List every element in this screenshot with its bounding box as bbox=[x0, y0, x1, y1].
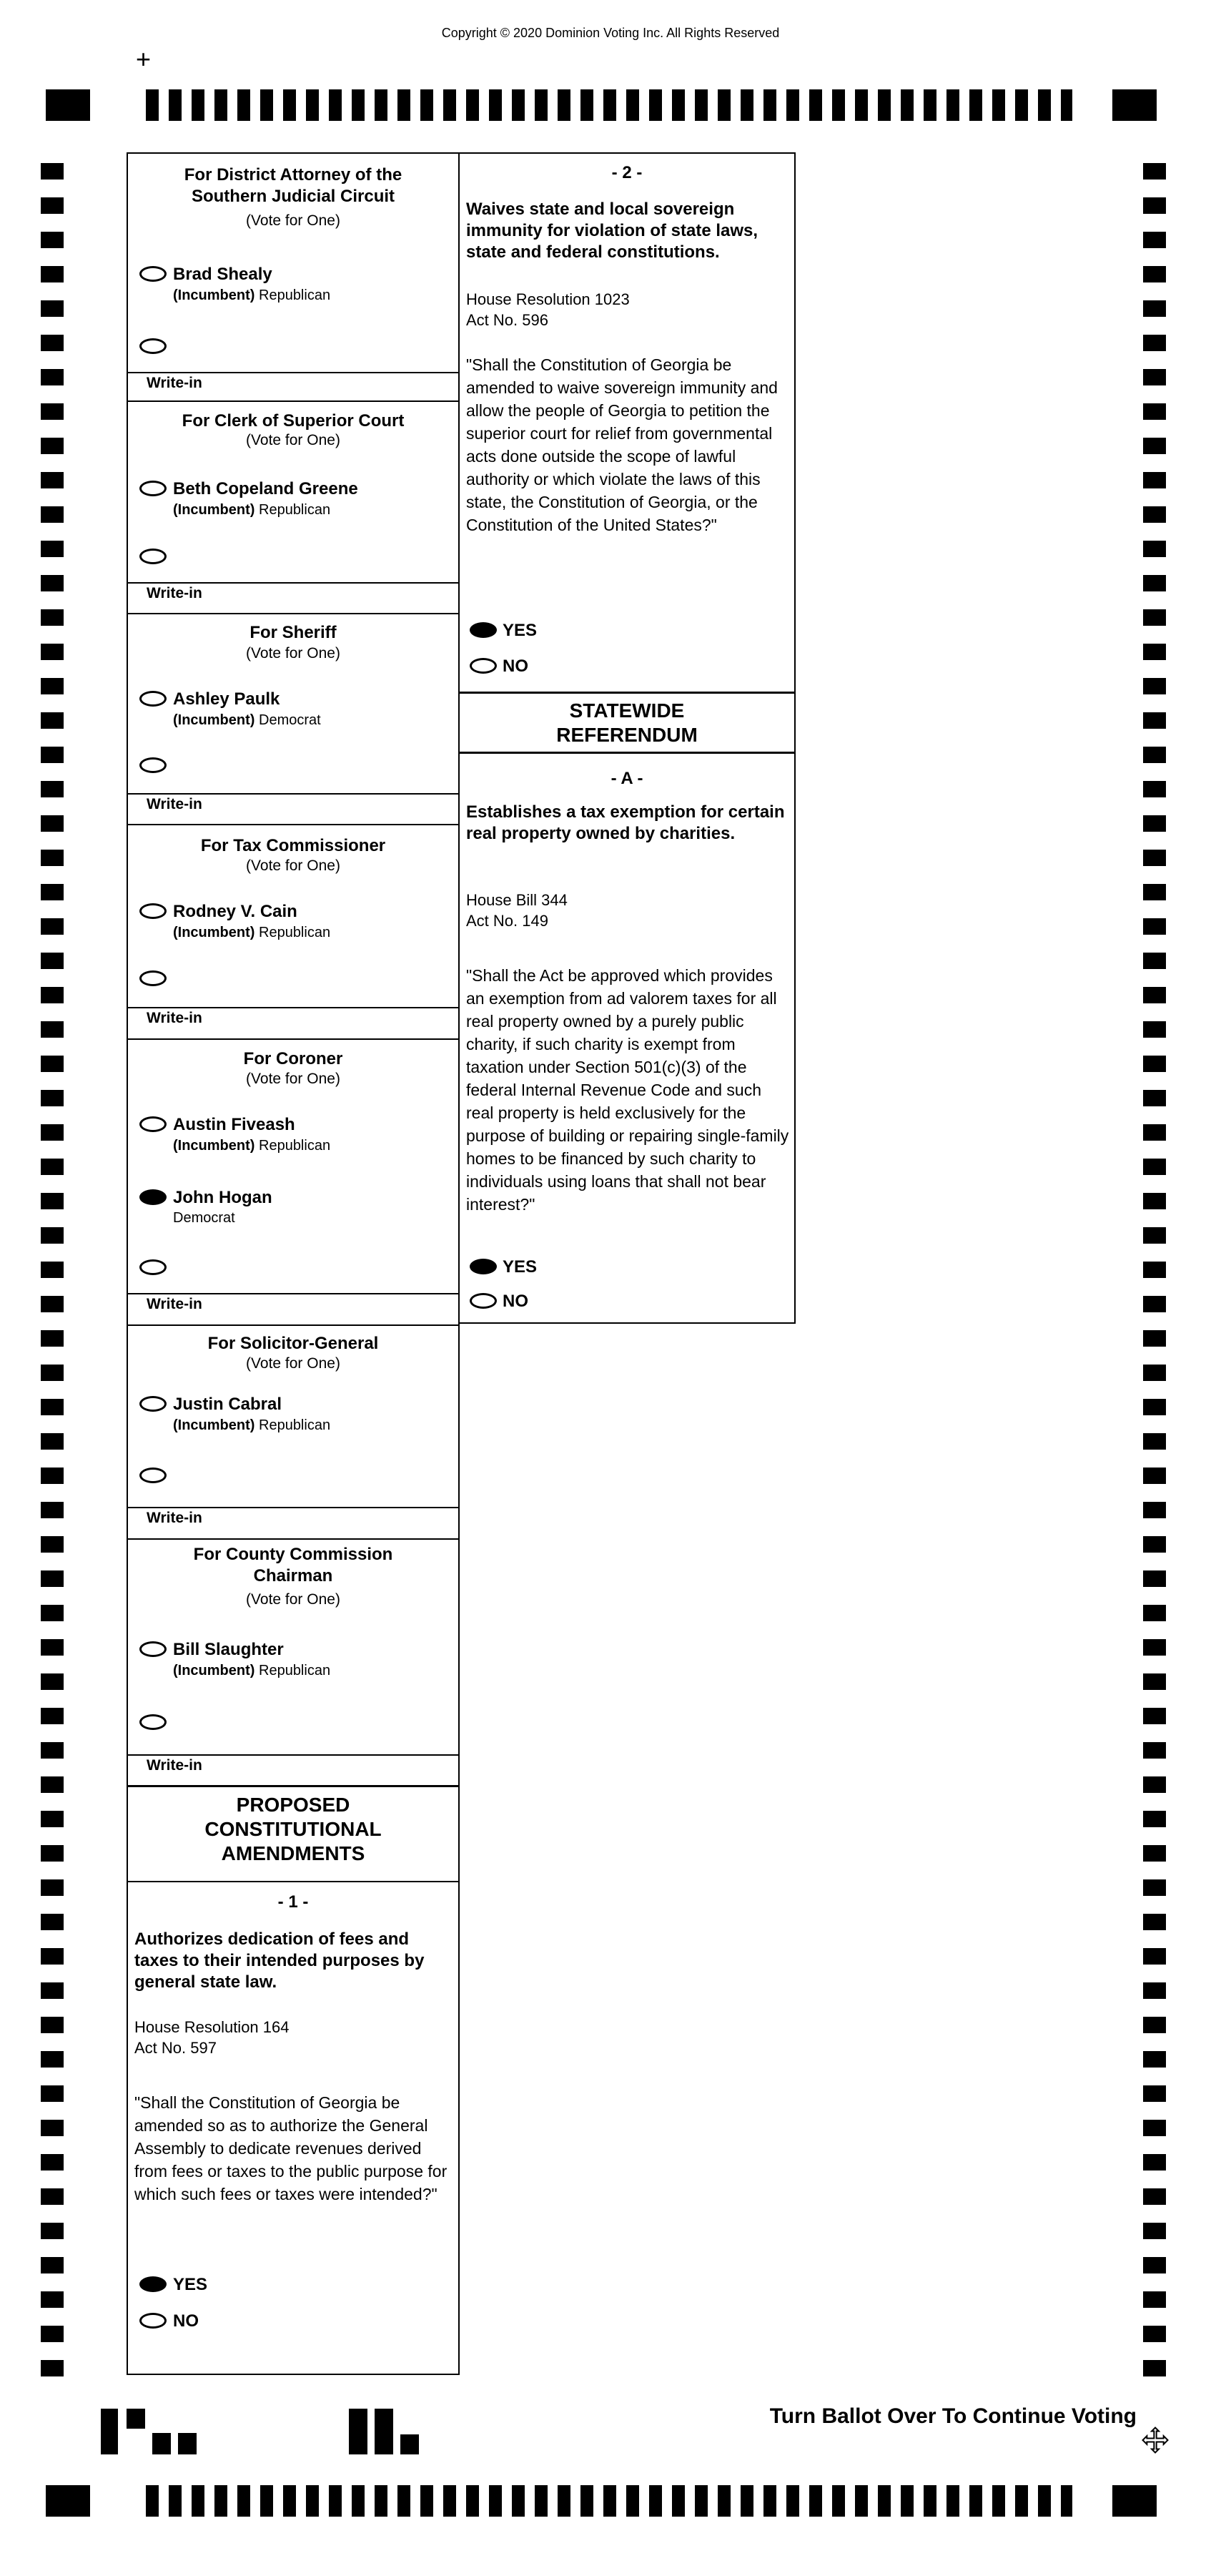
candidate-oval[interactable] bbox=[139, 481, 167, 496]
candidate-oval[interactable] bbox=[139, 903, 167, 919]
party-label: Republican bbox=[259, 1417, 331, 1433]
header-underline bbox=[128, 1881, 458, 1882]
yes-label: YES bbox=[503, 621, 538, 640]
party-label: Republican bbox=[259, 287, 331, 303]
left-ballot-column bbox=[127, 152, 460, 2375]
vote-for-instruction: (Vote for One) bbox=[246, 857, 340, 874]
measure-ref1: House Resolution 1023 bbox=[466, 290, 630, 308]
measure-ref2: Act No. 597 bbox=[134, 2039, 217, 2057]
measure-ref1: House Resolution 164 bbox=[134, 2018, 290, 2036]
candidate-oval[interactable] bbox=[139, 1116, 167, 1132]
candidate-oval[interactable] bbox=[139, 266, 167, 282]
timing-marks-top bbox=[146, 89, 1072, 121]
measure-summary: Establishes a tax exemption for certain real property owned by charities. bbox=[466, 802, 785, 843]
measure-number: - A - bbox=[610, 769, 643, 788]
contest-title: For Tax Commissioner bbox=[200, 836, 386, 855]
yes-oval-marked[interactable] bbox=[470, 622, 497, 638]
write-in-line[interactable] bbox=[128, 1007, 458, 1008]
timing-block-top-left bbox=[46, 89, 90, 121]
turn-ballot-over-text: Turn Ballot Over To Continue Voting bbox=[769, 2404, 1137, 2428]
candidate-name: Ashley Paulk bbox=[173, 689, 280, 709]
section-divider bbox=[460, 692, 794, 694]
measure-number: - 1 - bbox=[277, 1892, 309, 1912]
vote-for-instruction: (Vote for One) bbox=[246, 645, 340, 662]
measure-question: "Shall the Constitution of Georgia be amended to waive sovereign immunity and allow the people of Georgia to petition the superior court for relief from governmental acts done outside the scope of lawful authority or which violate the laws of this state, the Constitution of Georgia, or the Constitution of the United States?" bbox=[466, 355, 778, 534]
contest-title-line2: Southern Judicial Circuit bbox=[191, 187, 395, 206]
incumbent-label: (Incumbent) bbox=[173, 1663, 255, 1678]
write-in-label: Write-in bbox=[147, 375, 202, 391]
four-direction-arrows-icon bbox=[1141, 2426, 1170, 2454]
measure-ref1: House Bill 344 bbox=[466, 891, 568, 909]
section-divider bbox=[128, 824, 458, 825]
party-label: Republican bbox=[259, 925, 331, 940]
candidate-name: Rodney V. Cain bbox=[173, 902, 297, 921]
incumbent-label: (Incumbent) bbox=[173, 502, 255, 518]
candidate-name: Bill Slaughter bbox=[173, 1640, 284, 1659]
candidate-name: John Hogan bbox=[173, 1188, 272, 1207]
contest-title: For Solicitor-General bbox=[207, 1334, 379, 1353]
write-in-line[interactable] bbox=[128, 1293, 458, 1294]
measure-question: "Shall the Constitution of Georgia be amended so as to authorize the General Assembly to dedicate revenues derived from fees or taxes to the public purpose for which such fees or taxes were intended?" bbox=[134, 2093, 448, 2203]
measure-ref2: Act No. 149 bbox=[466, 912, 548, 930]
write-in-line[interactable] bbox=[128, 793, 458, 795]
write-in-label: Write-in bbox=[147, 1757, 202, 1774]
write-in-label: Write-in bbox=[147, 1010, 202, 1026]
section-divider bbox=[128, 1324, 458, 1326]
registration-mark bbox=[152, 2433, 171, 2454]
contest-title-line2: Chairman bbox=[253, 1566, 333, 1586]
measure-summary: Waives state and local sovereign immunity for violation of state laws, state and federal constitutions. bbox=[466, 200, 758, 262]
write-in-oval[interactable] bbox=[139, 338, 167, 354]
no-oval[interactable] bbox=[470, 1293, 497, 1309]
candidate-oval-marked[interactable] bbox=[139, 1189, 167, 1205]
candidate-detail bbox=[173, 1210, 235, 1226]
no-label: NO bbox=[503, 1292, 528, 1311]
no-label: NO bbox=[173, 2311, 199, 2331]
yes-label: YES bbox=[503, 1257, 538, 1277]
candidate-detail bbox=[173, 1663, 330, 1679]
section-divider bbox=[128, 1038, 458, 1040]
section-divider bbox=[128, 1785, 458, 1787]
section-divider bbox=[128, 1538, 458, 1540]
yes-oval-marked[interactable] bbox=[139, 2276, 167, 2292]
party-label: Democrat bbox=[173, 1210, 235, 1226]
candidate-name: Austin Fiveash bbox=[173, 1115, 295, 1134]
timing-marks-right bbox=[1143, 163, 1166, 2376]
candidate-oval[interactable] bbox=[139, 1641, 167, 1657]
amendments-header-line3: AMENDMENTS bbox=[221, 1842, 365, 1864]
write-in-label: Write-in bbox=[147, 1510, 202, 1526]
write-in-label: Write-in bbox=[147, 585, 202, 601]
write-in-label: Write-in bbox=[147, 1296, 202, 1312]
write-in-oval[interactable] bbox=[139, 1714, 167, 1730]
vote-for-instruction: (Vote for One) bbox=[246, 432, 340, 448]
write-in-line[interactable] bbox=[128, 582, 458, 584]
measure-ref2: Act No. 596 bbox=[466, 311, 548, 329]
section-divider bbox=[128, 613, 458, 614]
timing-marks-bottom bbox=[146, 2485, 1072, 2517]
incumbent-label: (Incumbent) bbox=[173, 1138, 255, 1154]
registration-mark bbox=[349, 2409, 367, 2454]
candidate-name: Beth Copeland Greene bbox=[173, 479, 358, 498]
write-in-oval[interactable] bbox=[139, 970, 167, 986]
measure-question: "Shall the Act be approved which provides an exemption from ad valorem taxes for all real property owned by a purely public charity, if such charity is exempt from taxation under Section 501(c)(3) of the federal Internal Revenue Code and such real property is held exclusively for the purpose of building or repairing single-family homes to be financed by such charity to individuals using loans that shall not bear interest?" bbox=[466, 966, 789, 1214]
amendments-header-line2: CONSTITUTIONAL bbox=[204, 1818, 382, 1840]
write-in-oval[interactable] bbox=[139, 1259, 167, 1275]
no-label: NO bbox=[503, 657, 528, 676]
registration-mark bbox=[101, 2409, 118, 2454]
vote-for-instruction: (Vote for One) bbox=[246, 1071, 340, 1087]
right-ballot-column bbox=[460, 152, 796, 1324]
candidate-detail bbox=[173, 502, 330, 518]
timing-block-bottom-right bbox=[1112, 2485, 1157, 2517]
registration-mark bbox=[400, 2434, 419, 2454]
write-in-oval[interactable] bbox=[139, 549, 167, 564]
candidate-name: Justin Cabral bbox=[173, 1395, 282, 1414]
referendum-header-line1: STATEWIDE bbox=[569, 699, 685, 722]
party-label: Republican bbox=[259, 1138, 331, 1154]
no-oval[interactable] bbox=[470, 658, 497, 674]
candidate-detail bbox=[173, 1417, 330, 1434]
copyright-text: Copyright © 2020 Dominion Voting Inc. All Rights Reserved bbox=[441, 26, 780, 40]
vote-for-instruction: (Vote for One) bbox=[246, 212, 340, 229]
write-in-oval[interactable] bbox=[139, 1468, 167, 1483]
contest-title: For Sheriff bbox=[249, 623, 337, 642]
referendum-header-line2: REFERENDUM bbox=[556, 724, 698, 746]
registration-mark bbox=[178, 2433, 197, 2454]
incumbent-label: (Incumbent) bbox=[173, 712, 255, 728]
incumbent-label: (Incumbent) bbox=[173, 1417, 255, 1433]
section-divider bbox=[128, 400, 458, 402]
candidate-name: Brad Shealy bbox=[173, 265, 272, 284]
timing-block-bottom-left bbox=[46, 2485, 90, 2517]
candidate-detail bbox=[173, 287, 330, 304]
write-in-label: Write-in bbox=[147, 796, 202, 812]
incumbent-label: (Incumbent) bbox=[173, 925, 255, 940]
measure-number: - 2 - bbox=[611, 163, 643, 182]
candidate-detail bbox=[173, 712, 321, 729]
registration-plus-mark: + bbox=[136, 44, 152, 74]
write-in-line[interactable] bbox=[128, 1754, 458, 1756]
candidate-oval[interactable] bbox=[139, 691, 167, 707]
candidate-oval[interactable] bbox=[139, 1396, 167, 1412]
write-in-line[interactable] bbox=[128, 1507, 458, 1508]
party-label: Republican bbox=[259, 1663, 331, 1678]
contest-title: For District Attorney of the bbox=[184, 165, 402, 185]
write-in-line[interactable] bbox=[128, 372, 458, 373]
party-label: Democrat bbox=[259, 712, 321, 728]
contest-title: For Coroner bbox=[243, 1049, 343, 1068]
registration-mark bbox=[127, 2409, 145, 2429]
candidate-detail bbox=[173, 925, 330, 941]
candidate-detail bbox=[173, 1138, 330, 1154]
measure-summary: Authorizes dedication of fees and taxes to their intended purposes by general state law. bbox=[134, 1929, 425, 1992]
contest-title: For County Commission bbox=[193, 1545, 393, 1564]
registration-mark bbox=[375, 2409, 393, 2454]
incumbent-label: (Incumbent) bbox=[173, 287, 255, 303]
yes-oval-marked[interactable] bbox=[470, 1259, 497, 1274]
vote-for-instruction: (Vote for One) bbox=[246, 1355, 340, 1372]
timing-marks-left bbox=[41, 163, 64, 2376]
amendments-header-line1: PROPOSED bbox=[236, 1794, 350, 1816]
timing-block-top-right bbox=[1112, 89, 1157, 121]
vote-for-instruction: (Vote for One) bbox=[246, 1591, 340, 1608]
contest-title: For Clerk of Superior Court bbox=[182, 411, 405, 431]
party-label: Republican bbox=[259, 502, 331, 518]
no-oval[interactable] bbox=[139, 2313, 167, 2329]
yes-label: YES bbox=[173, 2275, 208, 2294]
write-in-oval[interactable] bbox=[139, 757, 167, 773]
header-underline bbox=[460, 752, 794, 754]
